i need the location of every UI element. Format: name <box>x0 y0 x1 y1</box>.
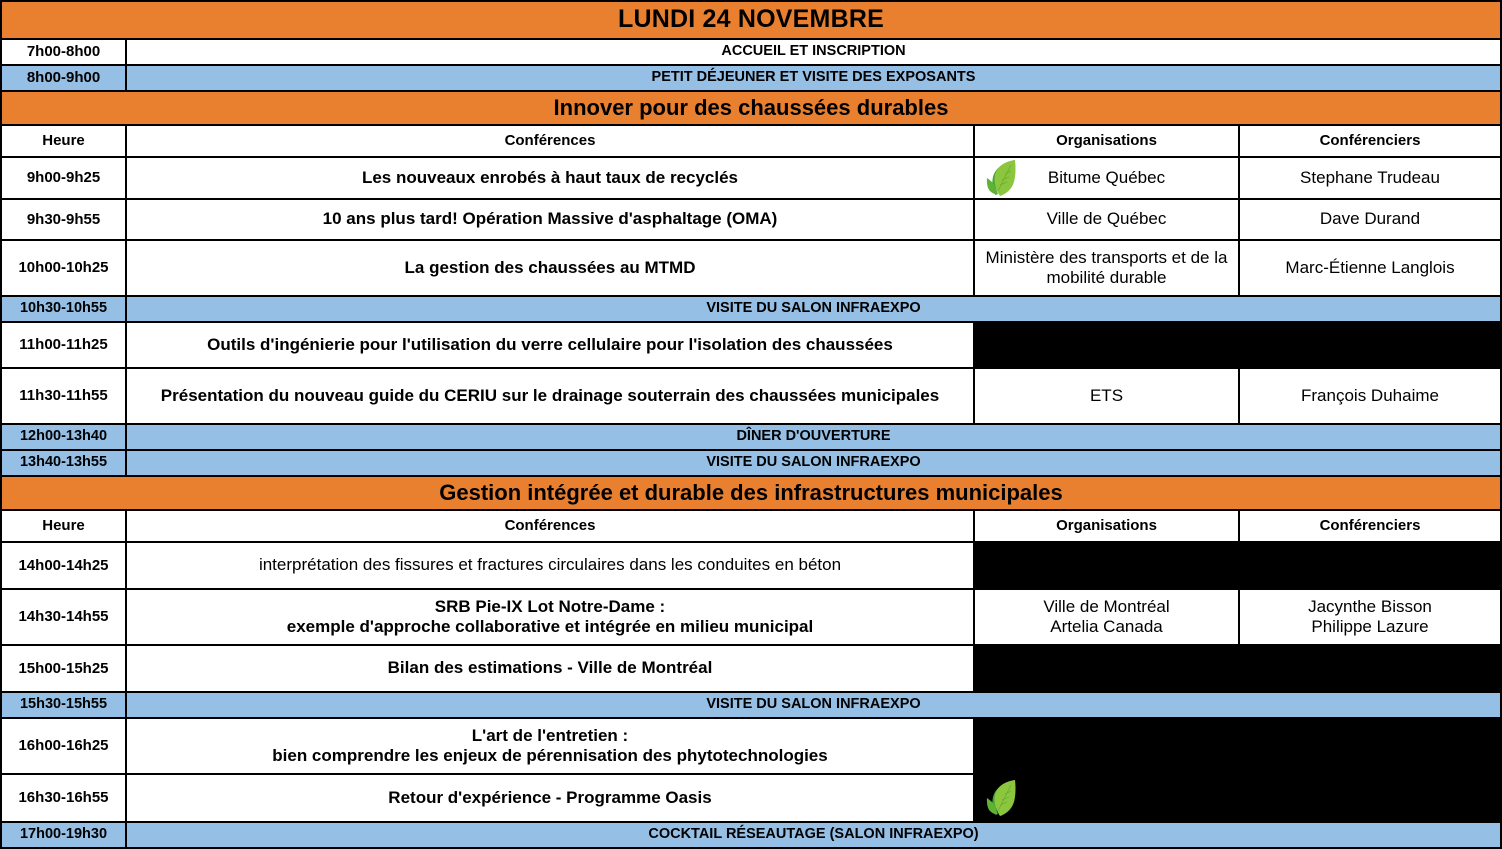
col-header-conferenciers: Conférenciers <box>1239 510 1501 542</box>
speaker-cell: Dave Durand <box>1239 199 1501 240</box>
blacked-out-cell <box>974 542 1501 589</box>
day-title: LUNDI 24 NOVEMBRE <box>1 1 1501 39</box>
talk-cell <box>126 774 974 822</box>
time-cell: 15h30-15h55 <box>1 692 126 718</box>
talk-cell: La gestion des chaussées au MTMD <box>126 240 974 296</box>
blacked-out-cell <box>974 718 1501 774</box>
col-header-conferences: Conférences <box>126 125 974 157</box>
table-row <box>1 322 1501 368</box>
organisation-cell: Bitume Québec <box>974 157 1239 199</box>
speaker-cell: Stephane Trudeau <box>1239 157 1501 199</box>
time-cell: 9h30-9h55 <box>1 199 126 240</box>
time-cell: 15h00-15h25 <box>1 645 126 692</box>
day-title-row <box>1 1 1501 39</box>
table-row <box>1 645 1501 692</box>
table-row <box>1 589 1501 645</box>
time-cell: 14h00-14h25 <box>1 542 126 589</box>
table-row <box>1 240 1501 296</box>
speaker-cell: François Duhaime <box>1239 368 1501 424</box>
time-cell: 17h00-19h30 <box>1 822 126 848</box>
talk-cell <box>126 718 974 774</box>
section-title: Gestion intégrée et durable des infrastructures municipales <box>1 476 1501 510</box>
talk-title-line2: bien comprendre les enjeux de pérennisation des phytotechnologies <box>272 746 828 765</box>
time-cell: 8h00-9h00 <box>1 65 126 91</box>
table-row <box>1 157 1501 199</box>
break-row-visite-3 <box>1 692 1501 718</box>
break-row-visite-2 <box>1 450 1501 476</box>
break-row-visite-1 <box>1 296 1501 322</box>
break-label: VISITE DU SALON INFRAEXPO <box>126 296 1501 322</box>
time-cell: 11h00-11h25 <box>1 322 126 368</box>
time-cell: 9h00-9h25 <box>1 157 126 199</box>
talk-cell: interprétation des fissures et fractures circulaires dans les conduites en béton <box>126 542 974 589</box>
col-header-organisations: Organisations <box>974 125 1239 157</box>
time-cell: 13h40-13h55 <box>1 450 126 476</box>
talk-cell: Bilan des estimations - Ville de Montréal <box>126 645 974 692</box>
organisation-line2: Artelia Canada <box>1050 617 1163 636</box>
talk-title-line2: exemple d'approche collaborative et intégrée en milieu municipal <box>286 617 814 636</box>
time-cell: 11h30-11h55 <box>1 368 126 424</box>
talk-cell <box>126 589 974 645</box>
table-row <box>1 718 1501 774</box>
time-cell: 7h00-8h00 <box>1 39 126 65</box>
time-cell: 14h30-14h55 <box>1 589 126 645</box>
break-row-dejeuner <box>1 65 1501 91</box>
time-cell: 12h00-13h40 <box>1 424 126 450</box>
talk-title-line1: L'art de l'entretien : <box>471 725 629 745</box>
talk-cell <box>126 157 974 199</box>
time-cell: 10h30-10h55 <box>1 296 126 322</box>
col-header-heure: Heure <box>1 125 126 157</box>
talk-title: Les nouveaux enrobés à haut taux de recyclés <box>361 167 739 187</box>
time-cell: 16h30-16h55 <box>1 774 126 822</box>
organisation-cell: ETS <box>974 368 1239 424</box>
table-row <box>1 542 1501 589</box>
blacked-out-cell <box>974 645 1501 692</box>
break-label: VISITE DU SALON INFRAEXPO <box>126 450 1501 476</box>
break-label: VISITE DU SALON INFRAEXPO <box>126 692 1501 718</box>
break-row-cocktail <box>1 822 1501 848</box>
table-row <box>1 368 1501 424</box>
speaker-line1: Jacynthe Bisson <box>1308 596 1432 616</box>
col-header-conferenciers: Conférenciers <box>1239 125 1501 157</box>
section-title: Innover pour des chaussées durables <box>1 91 1501 125</box>
leaf-icon <box>985 158 1019 198</box>
col-header-conferences: Conférences <box>126 510 974 542</box>
talk-title-line1: SRB Pie-IX Lot Notre-Dame : <box>434 596 666 616</box>
section1-title-row <box>1 91 1501 125</box>
table-row <box>1 774 1501 822</box>
talk-cell: Outils d'ingénierie pour l'utilisation du verre cellulaire pour l'isolation des chaussées <box>126 322 974 368</box>
time-cell: 10h00-10h25 <box>1 240 126 296</box>
talk-title: Retour d'expérience - Programme Oasis <box>388 787 712 807</box>
organisation-cell: Ville de Québec <box>974 199 1239 240</box>
section1-header-row <box>1 125 1501 157</box>
col-header-organisations: Organisations <box>974 510 1239 542</box>
talk-cell: Présentation du nouveau guide du CERIU sur le drainage souterrain des chaussées municipales <box>126 368 974 424</box>
organisation-line1: Ville de Montréal <box>1043 596 1170 616</box>
break-row-diner <box>1 424 1501 450</box>
blacked-out-cell <box>974 774 1501 822</box>
break-label: ACCUEIL ET INSCRIPTION <box>126 39 1501 65</box>
break-label: PETIT DÉJEUNER ET VISITE DES EXPOSANTS <box>126 65 1501 91</box>
section2-title-row <box>1 476 1501 510</box>
speaker-cell <box>1239 589 1501 645</box>
speaker-cell: Marc-Étienne Langlois <box>1239 240 1501 296</box>
leaf-icon <box>985 778 1019 818</box>
break-label: DÎNER D'OUVERTURE <box>126 424 1501 450</box>
break-row-accueil <box>1 39 1501 65</box>
table-row <box>1 199 1501 240</box>
col-header-heure: Heure <box>1 510 126 542</box>
time-cell: 16h00-16h25 <box>1 718 126 774</box>
section2-header-row <box>1 510 1501 542</box>
organisation-cell: Ministère des transports et de la mobilité durable <box>974 240 1239 296</box>
speaker-line2: Philippe Lazure <box>1311 617 1429 636</box>
blacked-out-cell <box>974 322 1501 368</box>
organisation-cell <box>974 589 1239 645</box>
talk-cell: 10 ans plus tard! Opération Massive d'asphaltage (OMA) <box>126 199 974 240</box>
break-label: COCKTAIL RÉSEAUTAGE (SALON INFRAEXPO) <box>126 822 1501 848</box>
